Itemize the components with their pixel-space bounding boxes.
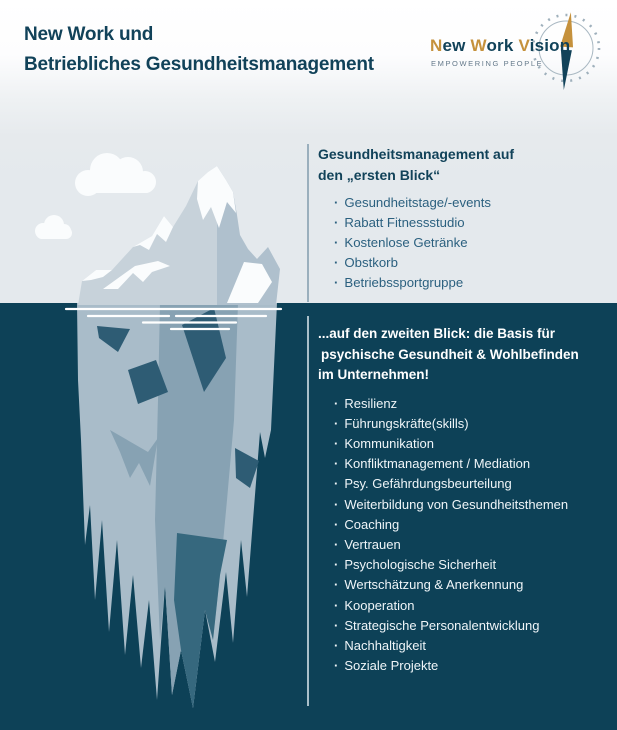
list-item-label: Kooperation — [344, 597, 415, 613]
list-item — [334, 535, 609, 555]
list-item-label: Führungskräfte(skills) — [344, 415, 469, 431]
list-item — [334, 434, 609, 454]
list-item — [334, 656, 609, 676]
visible-measures-heading: Gesundheitsmanagement auf den „ersten Blick“ — [318, 146, 515, 183]
logo-v: V — [518, 36, 530, 55]
bullet-icon: · — [334, 215, 339, 230]
list-item — [334, 495, 609, 515]
title-line-2: Betriebliches Gesundheitsmanagement — [24, 54, 374, 75]
list-item-label: Soziale Projekte — [344, 658, 439, 674]
panel-divider — [307, 316, 309, 706]
list-item — [334, 515, 609, 535]
list-item-label: Weiterbildung von Gesundheitsthemen — [344, 496, 569, 512]
bullet-icon: · — [334, 395, 339, 411]
bullet-icon: · — [334, 637, 339, 653]
list-item — [334, 273, 609, 293]
cloud-small-icon — [35, 215, 72, 239]
list-item — [334, 193, 609, 213]
list-item-label: Nachhaltigkeit — [344, 637, 426, 653]
hidden-basis-list — [318, 394, 609, 677]
cloud-icon — [75, 153, 156, 196]
bullet-icon: · — [334, 577, 339, 593]
list-item — [334, 575, 609, 595]
logo-n: N — [430, 36, 443, 55]
list-item — [334, 636, 609, 656]
iceberg-illustration — [0, 140, 300, 720]
list-item-label: Kommunikation — [344, 435, 434, 451]
company-logo — [420, 10, 612, 104]
page-title — [24, 20, 374, 80]
list-item-label: Vertrauen — [344, 536, 401, 552]
compass-icon — [420, 10, 612, 104]
bullet-icon: · — [334, 456, 339, 472]
hidden-basis-panel — [307, 312, 609, 676]
list-item — [334, 474, 609, 494]
bullet-icon: · — [334, 557, 339, 573]
logo-wordmark: New Work Vision — [430, 36, 571, 55]
list-item — [334, 253, 609, 273]
bullet-icon: · — [334, 255, 339, 270]
list-item-label: Betriebssportgruppe — [344, 275, 464, 290]
list-item — [334, 414, 609, 434]
list-item — [334, 394, 609, 414]
list-item-label: Coaching — [344, 516, 400, 532]
bullet-icon: · — [334, 235, 339, 250]
list-item — [334, 213, 609, 233]
list-item — [334, 596, 609, 616]
panel-divider — [307, 144, 309, 302]
bullet-icon: · — [334, 275, 339, 290]
list-item-label: Gesundheitstage/-events — [344, 195, 492, 210]
title-line-1: New Work und — [24, 24, 154, 45]
list-item-label: Psy. Gefährdungsbeurteilung — [344, 476, 512, 492]
logo-w: W — [470, 36, 487, 55]
list-item — [334, 233, 609, 253]
bullet-icon: · — [334, 658, 339, 674]
list-item-label: Konfliktmanagement / Mediation — [344, 456, 531, 472]
bullet-icon: · — [334, 415, 339, 431]
visible-measures-panel — [307, 142, 609, 293]
bullet-icon: · — [334, 536, 339, 552]
list-item-label: Resilienz — [344, 395, 398, 411]
list-item — [334, 555, 609, 575]
list-item-label: Wertschätzung & Anerkennung — [344, 577, 524, 593]
list-item-label: Strategische Personalentwicklung — [344, 617, 540, 633]
bullet-icon: · — [334, 435, 339, 451]
bullet-icon: · — [334, 597, 339, 613]
list-item-label: Rabatt Fitnessstudio — [344, 215, 465, 230]
logo-tagline: EMPOWERING PEOPLE — [431, 59, 544, 68]
bullet-icon: · — [334, 496, 339, 512]
bullet-icon: · — [334, 516, 339, 532]
list-item-label: Psychologische Sicherheit — [344, 557, 497, 573]
bullet-icon: · — [334, 617, 339, 633]
list-item-label: Obstkorb — [344, 255, 398, 270]
bullet-icon: · — [334, 476, 339, 492]
visible-measures-list — [318, 193, 609, 293]
list-item-label: Kostenlose Getränke — [344, 235, 468, 250]
bullet-icon: · — [334, 195, 339, 210]
list-item — [334, 454, 609, 474]
hidden-basis-heading: ...auf den zweiten Blick: die Basis für psychische Gesundheit & Wohlbefinden im Unternehmen! — [318, 326, 579, 382]
list-item — [334, 616, 609, 636]
